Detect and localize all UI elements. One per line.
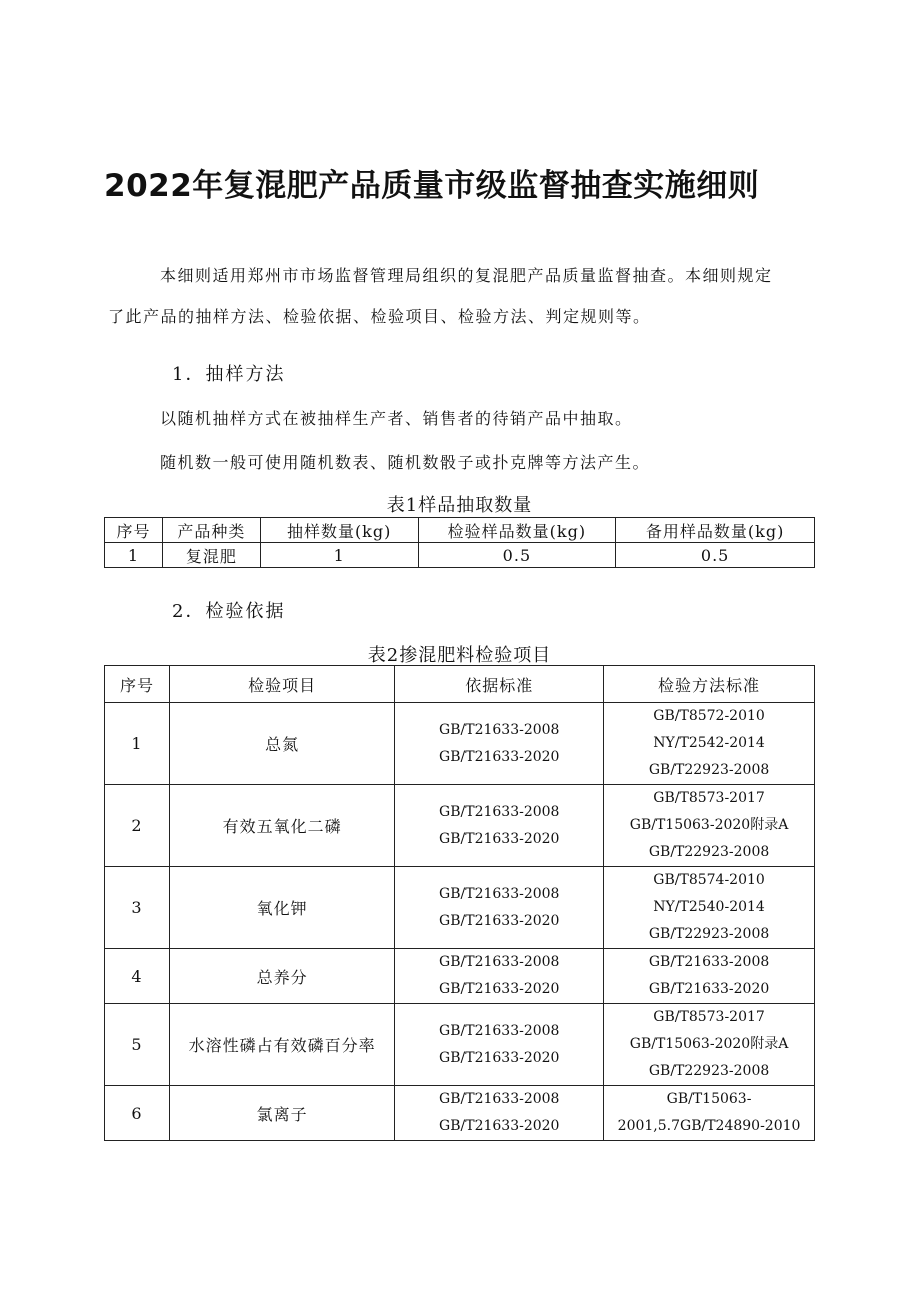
table-row: [105, 1086, 815, 1141]
basis-standard-cell: [395, 867, 604, 949]
intro-line-1: 本细则适用郑州市市场监督管理局组织的复混肥产品质量监督抽查。本细则规定: [160, 266, 773, 285]
table-row: [105, 1004, 815, 1086]
table-2-caption: 表2掺混肥料检验项目: [367, 645, 552, 666]
method-standard-cell: [604, 949, 815, 1004]
header-cell: 备用样品数量(kg): [616, 518, 815, 543]
standard-code: GB/T21633-2020: [439, 1049, 560, 1066]
inspection-items-table: [104, 665, 815, 1141]
standard-code: GB/T15063-2020附录A: [629, 817, 789, 833]
table-row: [105, 543, 815, 568]
table-row: [105, 949, 815, 1004]
header-cell: 序号: [105, 518, 163, 543]
table-row: [105, 867, 815, 949]
standard-code: GB/T8574-2010: [653, 872, 765, 888]
basis-standard-cell: [395, 1004, 604, 1086]
table-row: [105, 785, 815, 867]
method-standard-cell: [604, 1004, 815, 1086]
standard-code: GB/T21633-2020: [439, 1118, 560, 1134]
section-2-heading: 2．检验依据: [172, 601, 286, 622]
standard-code: GB/T22923-2008: [648, 844, 770, 860]
table-row: [105, 703, 815, 785]
standard-code: GB/T21633-2020: [439, 981, 560, 997]
table-cell: 0.5: [616, 543, 815, 568]
method-standard-cell: [604, 1086, 815, 1141]
standard-code: GB/T21633-2008: [439, 1022, 560, 1039]
inspection-item-cell: 有效五氧化二磷: [169, 785, 395, 867]
header-cell: 检验样品数量(kg): [418, 518, 616, 543]
header-cell: 检验项目: [169, 666, 395, 703]
standard-code: GB/T21633-2008: [439, 803, 560, 820]
standard-code: GB/T22923-2008: [648, 926, 770, 942]
row-number-cell: 4: [105, 949, 170, 1004]
header-cell: 抽样数量(kg): [260, 518, 418, 543]
standard-code: GB/T21633-2008: [439, 954, 560, 970]
basis-standard-cell: [395, 949, 604, 1004]
header-cell: 检验方法标准: [604, 666, 815, 703]
document-title: 2022年复混肥产品质量市级监督抽查实施细则: [104, 168, 760, 204]
inspection-item-cell: 氧化钾: [169, 867, 395, 949]
standard-code: GB/T21633-2020: [439, 912, 560, 929]
row-number-cell: 3: [105, 867, 170, 949]
standard-code: GB/T8573-2017: [653, 1009, 765, 1025]
table-cell: 1: [260, 543, 418, 568]
intro-line-2: 了此产品的抽样方法、检验依据、检验项目、检验方法、判定规则等。: [108, 307, 651, 326]
row-number-cell: 1: [105, 703, 170, 785]
standard-code: GB/T22923-2008: [648, 762, 770, 778]
standard-code: GB/T21633-2020: [439, 830, 560, 847]
standard-code: NY/T2542-2014: [653, 735, 765, 751]
standard-code: GB/T21633-2008: [439, 885, 560, 902]
standard-code: GB/T22923-2008: [648, 1063, 770, 1079]
table-1-caption: 表1样品抽取数量: [386, 495, 533, 516]
row-number-cell: 5: [105, 1004, 170, 1086]
basis-standard-cell: [395, 785, 604, 867]
standard-code: GB/T21633-2008: [648, 954, 770, 970]
standard-code: GB/T21633-2008: [439, 1091, 560, 1107]
row-number-cell: 6: [105, 1086, 170, 1141]
table-cell: 复混肥: [162, 543, 260, 568]
standard-code: GB/T21633-2020: [439, 748, 560, 765]
standard-code: GB/T21633-2008: [439, 721, 560, 738]
standard-code: GB/T15063-2020附录A: [629, 1036, 789, 1052]
table-header-row: [105, 518, 815, 543]
method-standard-cell: [604, 785, 815, 867]
standard-code: GB/T15063-: [666, 1091, 752, 1107]
table-header-row: [105, 666, 815, 703]
header-cell: 产品种类: [162, 518, 260, 543]
standard-code: 2001,5.7GB/T24890-2010: [617, 1118, 801, 1134]
section-1-heading: 1．抽样方法: [172, 364, 286, 385]
table-cell: 0.5: [418, 543, 616, 568]
method-standard-cell: [604, 703, 815, 785]
standard-code: NY/T2540-2014: [653, 899, 765, 915]
inspection-item-cell: 水溶性磷占有效磷百分率: [169, 1004, 395, 1086]
method-standard-cell: [604, 867, 815, 949]
inspection-item-cell: 总氮: [169, 703, 395, 785]
standard-code: GB/T8572-2010: [653, 708, 765, 724]
section-1-paragraph-1: 以随机抽样方式在被抽样生产者、销售者的待销产品中抽取。: [160, 409, 633, 428]
table-cell: 1: [105, 543, 163, 568]
header-cell: 序号: [105, 666, 170, 703]
section-1-paragraph-2: 随机数一般可使用随机数表、随机数骰子或扑克牌等方法产生。: [160, 453, 651, 472]
basis-standard-cell: [395, 1086, 604, 1141]
standard-code: GB/T21633-2020: [648, 981, 770, 997]
row-number-cell: 2: [105, 785, 170, 867]
sample-quantity-table: [104, 517, 815, 568]
basis-standard-cell: [395, 703, 604, 785]
header-cell: 依据标准: [395, 666, 604, 703]
standard-code: GB/T8573-2017: [653, 790, 765, 806]
inspection-item-cell: 氯离子: [169, 1086, 395, 1141]
inspection-item-cell: 总养分: [169, 949, 395, 1004]
